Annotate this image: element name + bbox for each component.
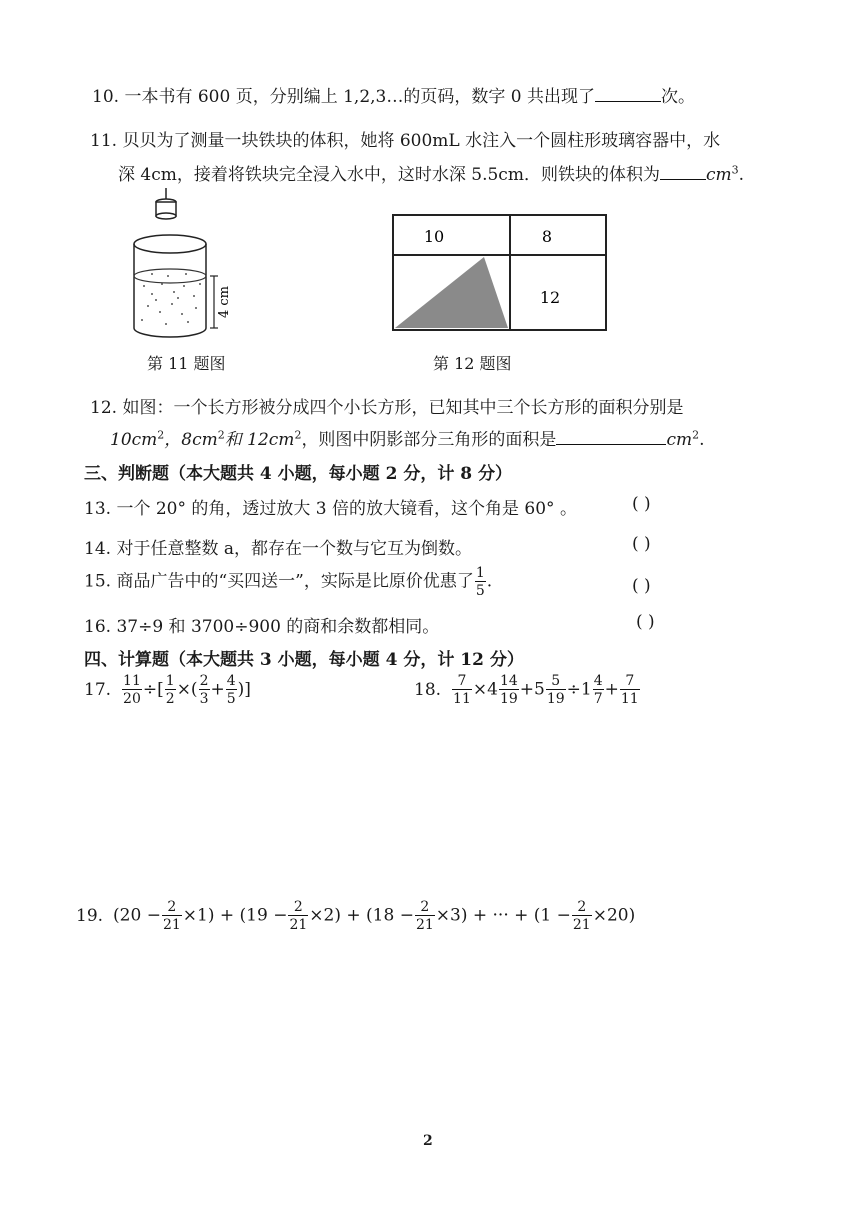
judge-paren-14[interactable]: ( ) bbox=[632, 534, 651, 554]
answer-blank[interactable] bbox=[556, 443, 666, 445]
question-15: 15. 商品广告中的“买四送一”，实际是比原价优惠了 $\frac{1}{5}$ . bbox=[84, 565, 493, 599]
question-11-line1: 11. 贝贝为了测量一块铁块的体积，她将 600mL 水注入一个圆柱形玻璃容器中，水 bbox=[90, 131, 721, 151]
area-label-12: 12 bbox=[539, 288, 561, 307]
answer-blank[interactable] bbox=[595, 100, 661, 102]
question-16: 16. 37÷9 和 3700÷900 的商和余数都相同。 bbox=[84, 617, 440, 637]
section-3-title: 三、判断题（本大题共 4 小题，每小题 2 分，计 8 分） bbox=[84, 464, 512, 484]
figure-11-caption: 第 11 题图 bbox=[147, 354, 226, 373]
figure-11-cylinder bbox=[122, 188, 242, 348]
question-10-tail: 次。 bbox=[660, 87, 695, 107]
judge-paren-15[interactable]: ( ) bbox=[632, 576, 651, 596]
section-4-title: 四、计算题（本大题共 3 小题，每小题 4 分，计 12 分） bbox=[84, 650, 524, 670]
question-10-text: 10. 一本书有 600 页，分别编上 1,2,3…的页码，数字 0 共出现了 bbox=[92, 87, 595, 107]
question-13: 13. 一个 20° 的角，透过放大 3 倍的放大镜看，这个角是 60° 。 bbox=[84, 499, 577, 519]
judge-paren-16[interactable]: ( ) bbox=[636, 612, 655, 632]
question-10 bbox=[92, 82, 695, 107]
period: . bbox=[738, 165, 745, 185]
question-19: 19. (20 − $\frac{2}{21}$ ×1) + (19 − $\frac{2}{21}$ ×2) + (18 − $\frac{2}{21}$ ×3) + ··· + (1 − $\frac{2}{21}$ ×20) bbox=[76, 899, 636, 933]
depth-label: 4 cm bbox=[217, 285, 232, 319]
area-3: 和 12cm bbox=[224, 430, 295, 450]
water-dots bbox=[141, 273, 201, 325]
question-12-text: ，则图中阴影部分三角形的面积是 bbox=[301, 430, 557, 450]
judge-paren-13[interactable]: ( ) bbox=[632, 494, 651, 514]
container-rim bbox=[134, 235, 206, 253]
question-17: 17. $\frac{11}{20}$ ÷[ $\frac{1}{2}$ ×( $\frac{2}{3}$ + $\frac{4}{5}$ )] bbox=[84, 673, 251, 707]
unit-exponent: 3 bbox=[731, 163, 739, 177]
area-2: ，8cm bbox=[164, 430, 218, 450]
page-number: 2 bbox=[423, 1133, 433, 1149]
water-surface bbox=[134, 269, 206, 283]
figure-12-rectangle bbox=[392, 214, 608, 332]
question-18: 18. $\frac{7}{11}$ ×4 $\frac{14}{19}$ +5 $\frac{5}{19}$ ÷1 $\frac{4}{7}$ + $\frac{7}{11}$ bbox=[414, 673, 639, 707]
area-label-10: 10 bbox=[423, 227, 445, 246]
figure-12-caption: 第 12 题图 bbox=[433, 354, 512, 373]
unit-cm: cm bbox=[666, 430, 693, 450]
fraction-one-fifth: $\frac{1}{5}$ bbox=[475, 565, 485, 599]
answer-blank[interactable] bbox=[660, 178, 706, 180]
area-label-8: 8 bbox=[541, 227, 553, 246]
question-14: 14. 对于任意整数 a，都存在一个数与它互为倒数。 bbox=[84, 539, 472, 559]
question-11-text: 深 4cm，接着将铁块完全浸入水中，这时水深 5.5cm．则铁块的体积为 bbox=[118, 165, 660, 185]
unit-cm: cm bbox=[705, 165, 732, 185]
question-11-line2 bbox=[118, 160, 744, 185]
area-1: 10cm bbox=[110, 430, 158, 450]
question-12-line1: 12. 如图：一个长方形被分成四个小长方形，已知其中三个长方形的面积分别是 bbox=[90, 398, 684, 418]
question-12-line2: $10cm^2$，$8cm^2$和 $12cm^2$，则图中阴影部分三角形的面积是 $cm^2$. bbox=[110, 428, 705, 450]
